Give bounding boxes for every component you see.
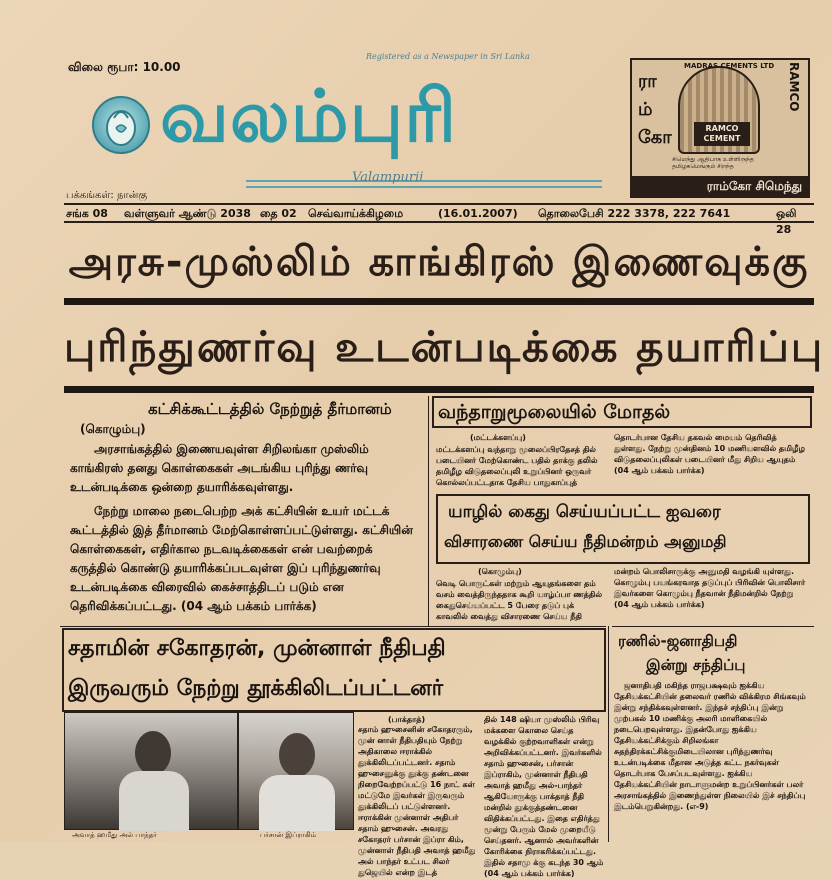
saddam-headline-box (62, 628, 606, 712)
clash-headline: வந்தாறுமூலையில் மோதல் (438, 401, 671, 423)
jaffna-headline-line2: விசாரணை செய்ய நீதிமன்றம் அனுமதி (444, 532, 727, 551)
saddam-headline-line1: சதாமின் சகோதரன், முன்னாள் நீதிபதி (68, 636, 446, 661)
masthead-rule-top (246, 180, 602, 182)
jaffna-body-right: மன்றம் பொலிசாருக்கு அனுமதி வழங்கி யுள்ளது. கொழும்பு பயங்கரவாத தடுப்புப் பிரிவின் பொலிசார் இவர்களை கொழும்பு நீதவான் நீதிமன்றில் நேற்று (04 ஆம் பக்கம் பார்க்க) (614, 567, 806, 609)
headline-divider (64, 298, 814, 305)
dateline-bar (64, 203, 814, 236)
dateline-year: வள்ளுவர் ஆண்டு 2038 (124, 207, 251, 220)
registration-note: Registered as a Newspaper in Sri Lanka (366, 52, 530, 61)
brother-photo (238, 712, 354, 830)
lead-subhead: கட்சிக்கூட்டத்தில் நேற்றுத் தீர்மானம் (148, 400, 392, 418)
clash-headline-box (432, 396, 812, 428)
clash-body-right: தொடர்பான தேசிய தகவல் மையம் தெரிவித் துள்ளது. நேற்று முன்தினம் 10 மணியளவில் தமிழீழ விடுதலைப்புலிகள் படையினர் மீது சிறிய ஆயுதம் (04 ஆம் பக்கம் பார்க்க) (614, 433, 805, 475)
dateline-day: செவ்வாய்க்கிழமை (308, 207, 404, 220)
advert-note: சிமெந்து ஆதிபாக உள்ளிருந்த தமிழகமெங்கும் சிறந்த (672, 156, 754, 170)
jaffna-headline-box (436, 494, 810, 564)
jaffna-dateline: (கொழும்பு) (478, 567, 522, 576)
photo-caption-2: பர்சான் இப்ராகிம் (260, 831, 317, 839)
section-rule (60, 626, 606, 627)
advert-ring-text: MADRAS CEMENTS LTD (684, 62, 775, 70)
ramco-cement-advert (630, 58, 810, 198)
column-rule (608, 626, 609, 842)
saddam-headline-line2: இருவரும் நேற்று தூக்கிலிடப்பட்டனர் (68, 676, 444, 701)
jaffna-headline-line1: யாழில் கைது செய்யப்பட்ட ஐவரை (448, 502, 721, 522)
advert-left-text (638, 68, 672, 152)
lead-paragraph-1: அரசாங்கத்தில் இணையவுள்ள சிறிலங்கா முஸ்லிம் காங்கிரஸ் தனது கொள்கைகள் அடங்கிய புரிந்து ணர்வு உடன்படிக்கை ஒன்றை தயாரிக்கவுள்ளது. (70, 442, 369, 494)
executed-man-photo (64, 712, 238, 830)
clash-dateline: (மட்டக்களப்பு) (470, 433, 526, 442)
price-label: விலை ரூபா: 10.00 (68, 60, 181, 74)
conch-emblem-icon (92, 96, 150, 154)
advert-footer: ராம்கோ சிமெந்து (632, 176, 808, 196)
dateline-date: (16.01.2007) (438, 207, 518, 220)
photo-caption-1: அவாத் ஹமீது அல் பாந்தர் (72, 831, 157, 839)
dateline-sangam: சங்க 08 (66, 207, 108, 220)
advert-left-line: ரா (638, 71, 657, 92)
dateline-month: தை 02 (260, 207, 297, 220)
newspaper-name-latin: Valampurii (352, 170, 424, 185)
lead-dateline: (கொழும்பு) (80, 422, 146, 436)
dateline-phone: தொலைபேசி 222 3378, 222 7641 (538, 207, 731, 220)
lead-headline-line1: அரசு-முஸ்லிம் காங்கிரஸ் இணைவுக்கு (68, 239, 810, 285)
advert-brand: RAMCO CEMENT (694, 122, 750, 146)
section-rule (612, 626, 814, 627)
saddam-body-col2: தில் 148 ஷியா முஸ்லிம் பிரிவு மக்களை கொலை செய்த வழக்கில் குற்றவாளிகள் என்று அறிவிக்கப்பட்டனர். இவர்களில் சதாம் ஹுசைன், பர்சான் இப்ராகிம், முன்னாள் நீதிபதி அவாத் ஹமீது அல்-பாந்தர் ஆகியோருக்கு பாக்தாத் நீதி மன்றில் தூக்குத்தண்டனை விதிக்கப்பட்டது. இதை எதிர்த்து மூன்று பேரும் மேல் முறையீடு செய்தனர். ஆனால் அவர்களின் கோரிக்கை நிராகரிக்கப்பட்டது. இதில் சதாமு க்கு கடந்த 30 ஆம் (04 ஆம் பக்கம் பார்க்க) (484, 715, 604, 878)
ranil-body: ஜனாதிபதி மகிந்த ராஜபக்ஷவும் ஐக்கிய தேசியக்கட்சியின் தலைவர் ரணில் விக்கிரம சிங்கவும் இன்று சந்திக்கவுள்ளனர். இந்தச் சந்திப்பு இன்று முற்பகல் 10 மணிக்கு அலரி மாளிகையில் நடைபெறவுள்ளது. இதன்போது ஐக்கிய தேசியக்கட்சிக்கும் சிறிலங்கா சுதந்திரக்கட்சிக்குமிடையிலான புரிந்துணர்வு உடன்படிக்கை மீதான அடுத்த கட்ட நகர்வுகள் தொடர்பாக பேசப்படவுள்ளது. ஐக்கிய தேசியக்கட்சியின் நாடாளுமன்ற உறுப்பினர்கள் பலர் அரசாங்கத்தில் இணைந்துள்ள நிலையில் இச் சந்திப்பு இடம்பெறுகின்றது. (எ-9) (614, 681, 806, 811)
advert-right-text: RAMCO (787, 62, 801, 112)
masthead-rule-bottom (246, 186, 602, 188)
lead-headline-line2: புரிந்துணர்வு உடன்படிக்கை தயாரிப்பு (64, 322, 825, 371)
column-rule (428, 396, 429, 626)
dateline-issue: ஒலி 28 (776, 207, 797, 236)
jaffna-body-left: வெடி பொருட்கள் மற்றும் ஆயுதங்களை தம் வசம் வைத்திருந்ததாக கூறி யாழ்ப்பா ணத்தில் கைதுசெய்யப்பட்ட 5 பேரை தடுப் புக் காவலில் வைத்து விசாரணை செய்ய நீதி (436, 579, 602, 621)
advert-left-line: ம் (638, 99, 653, 120)
advert-left-line: கோ (638, 127, 672, 148)
newspaper-name: வலம்புரி (160, 74, 458, 158)
ranil-headline-line1: ரணில்-ஜனாதிபதி (618, 632, 738, 650)
headline-divider (64, 386, 814, 393)
pages-label: பக்கங்கள்: நான்கு (66, 190, 148, 201)
ranil-headline-line2: இன்று சந்திப்பு (646, 656, 746, 674)
clash-body-left: மட்டக்களப்பு வந்தாறு மூலைப்பிரதேசத் தில் படையினர் மேற்கொண்ட பதில் தாக்கு தலில் தமிழீழ விடுதலைப்புலி உறுப்பினர் ஒருவர் கொல்லப்பட்டதாக தேசிய பாதுகாப்புத் (436, 445, 598, 487)
lead-paragraph-2: நேற்று மாலை நடைபெற்ற அக் கட்சியின் உயர் மட்டக் கூட்டத்தில் இத் தீர்மானம் மேற்கொள்ளப்பட்டுள்ளது. கட்சியின் கொள்கைகள், எதிர்கால நடவடிக்கைகள் என் பவற்றைக் கருத்தில் கொண்டு தயாரிக்கப்படவுள்ள இப் புரிந்துணர்வு உடன்படிக்கை விரைவில் கைச்சாத்திடப் படும் என தெரிவிக்கப்பட்டது. (04 ஆம் பக்கம் பார்க்க) (70, 504, 413, 613)
saddam-body-col1: சதாம் ஹுசைனின் சகோதரரும், முன் னாள் நீதிபதியும் நேற்று அதிகாலை ஈராக்கில் தூக்கிலிடப்பட்டனர். சதாம் ஹுசைனுக்கு தூக்கு தண்டனை நிறைவேற்றப்பட்டு 16 நாட் கள் மட்டுமே இவர்கள் இருவரும் தூக்கிலிடப் பட்டுள்ளனர். ஈராக்கின் முன்னாள் அதிபர் சதாம் ஹுசைன். அவரது சகோதரர் பர்சான் இப்ரா கிம், முன்னாள் நீதிபதி அவாத் ஹமீது அல் பாந்தர் உட்பட சிலர் துஜெயில் என்ற இடத் (358, 725, 476, 877)
saddam-dateline: (பாக்தாத்) (388, 715, 426, 724)
